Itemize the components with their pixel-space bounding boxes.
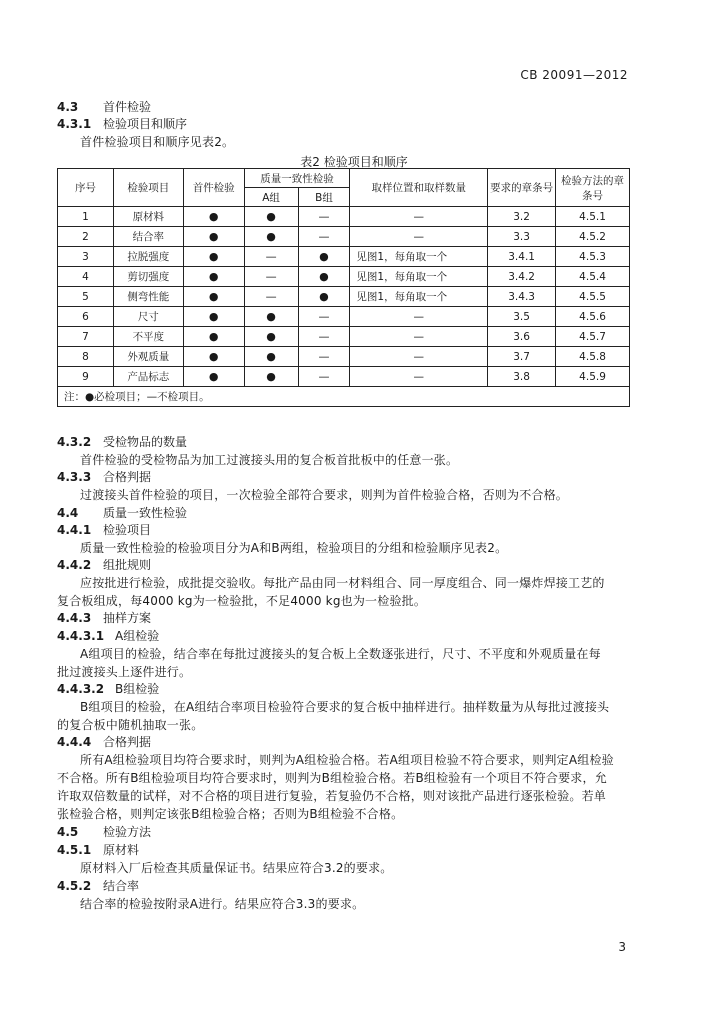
standard-number: CB 20091—2012: [520, 68, 628, 82]
section-title: 首件检验: [103, 100, 152, 114]
cell-group-a: ●: [244, 227, 298, 247]
section-4-4-2-heading: [57, 556, 151, 573]
header-sampling-position: 取样位置和取样数量: [350, 169, 488, 207]
cell-position: 见图1，每角取一个: [350, 267, 488, 287]
section-title: 检验项目: [103, 523, 152, 537]
cell-group-a: —: [244, 267, 298, 287]
header-requirement-clause: 要求的章条号: [488, 169, 556, 207]
cell-group-b: —: [298, 347, 350, 367]
table-row: [58, 207, 630, 227]
cell-requirement: 3.6: [488, 327, 556, 347]
cell-group-b: ●: [298, 287, 350, 307]
cell-no: 4: [58, 267, 114, 287]
table-2: [57, 168, 630, 407]
section-title: 受检物品的数量: [103, 435, 188, 449]
cell-requirement: 3.3: [488, 227, 556, 247]
cell-no: 6: [58, 307, 114, 327]
cell-group-b: —: [298, 367, 350, 387]
cell-method: 4.5.9: [556, 367, 630, 387]
section-number: 4.3: [57, 100, 79, 114]
section-number: 4.5: [57, 825, 79, 839]
section-number: 4.4: [57, 506, 79, 520]
table-note-row: [58, 387, 630, 407]
cell-no: 7: [58, 327, 114, 347]
cell-group-a: ●: [244, 327, 298, 347]
section-4-3-1-heading: [57, 115, 187, 132]
cell-requirement: 3.5: [488, 307, 556, 327]
cell-item: 剪切强度: [113, 267, 183, 287]
cell-no: 5: [58, 287, 114, 307]
table-row: [58, 307, 630, 327]
section-number: 4.5.1: [57, 843, 92, 857]
section-title: 检验方法: [103, 825, 152, 839]
cell-group-b: ●: [298, 267, 350, 287]
cell-group-a: ●: [244, 207, 298, 227]
cell-requirement: 3.4.3: [488, 287, 556, 307]
cell-method: 4.5.4: [556, 267, 630, 287]
cell-item: 不平度: [113, 327, 183, 347]
cell-no: 1: [58, 207, 114, 227]
cell-first: ●: [183, 307, 244, 327]
cell-position: —: [350, 347, 488, 367]
cell-position: 见图1，每角取一个: [350, 287, 488, 307]
section-number: 4.3.3: [57, 470, 92, 484]
cell-no: 2: [58, 227, 114, 247]
section-4-4-4-line-1: 所有A组检验项目均符合要求时，则判为A组检验合格。若A组项目检验不符合要求，则判定A组检验: [80, 753, 614, 767]
cell-first: ●: [183, 327, 244, 347]
header-method-clause: 检验方法的章条号: [556, 169, 630, 207]
cell-no: 8: [58, 347, 114, 367]
header-quality-consistency: 质量一致性检验: [244, 169, 350, 188]
cell-position: 见图1，每角取一个: [350, 247, 488, 267]
cell-group-a: ●: [244, 367, 298, 387]
cell-item: 拉脱强度: [113, 247, 183, 267]
table-2-caption: 表2 检验项目和顺序: [300, 155, 408, 169]
section-4-4-4-line-3: 许取双倍数量的试样，对不合格的项目进行复验，若复验仍不合格，则对该批产品进行逐张检验。若单: [57, 789, 607, 803]
header-no: 序号: [58, 169, 114, 207]
section-title: 合格判据: [103, 470, 152, 484]
section-number: 4.4.3.1: [57, 629, 105, 643]
cell-item: 外观质量: [113, 347, 183, 367]
section-4-5-heading: [57, 823, 151, 840]
cell-position: —: [350, 207, 488, 227]
section-4-5-2-heading: [57, 877, 139, 894]
section-4-3-heading: [57, 98, 151, 115]
cell-item: 侧弯性能: [113, 287, 183, 307]
cell-first: ●: [183, 347, 244, 367]
table-row: [58, 347, 630, 367]
section-4-4-2-line-1: 应按批进行检验，成批提交验收。每批产品由同一材料组合、同一厚度组合、同一爆炸焊接工艺的: [80, 576, 605, 590]
header-first-inspection: 首件检验: [183, 169, 244, 207]
cell-no: 3: [58, 247, 114, 267]
section-4-3-3-heading: [57, 468, 151, 485]
section-number: 4.4.1: [57, 523, 92, 537]
cell-method: 4.5.8: [556, 347, 630, 367]
table-note: 注：●必检项目；—不检项目。: [58, 387, 630, 407]
section-title: 结合率: [103, 879, 140, 893]
section-4-5-2-text: 结合率的检验按附录A进行。结果应符合3.3的要求。: [80, 897, 365, 911]
cell-method: 4.5.1: [556, 207, 630, 227]
cell-requirement: 3.2: [488, 207, 556, 227]
cell-group-b: ●: [298, 247, 350, 267]
table-row: [58, 267, 630, 287]
section-4-5-1-heading: [57, 841, 139, 858]
cell-group-b: —: [298, 307, 350, 327]
cell-group-a: ●: [244, 307, 298, 327]
cell-position: —: [350, 327, 488, 347]
section-4-4-3-2-heading: [57, 680, 159, 697]
cell-position: —: [350, 367, 488, 387]
cell-first: ●: [183, 227, 244, 247]
cell-item: 原材料: [113, 207, 183, 227]
cell-requirement: 3.7: [488, 347, 556, 367]
section-title: 原材料: [103, 843, 140, 857]
section-4-3-3-text: 过渡接头首件检验的项目，一次检验全部符合要求，则判为首件检验合格，否则为不合格。: [80, 488, 569, 502]
cell-requirement: 3.4.1: [488, 247, 556, 267]
section-title: 抽样方案: [103, 611, 152, 625]
section-4-4-2-line-2: 复合板组成，每4000 kg为一检验批，不足4000 kg也为一检验批。: [57, 594, 427, 608]
cell-first: ●: [183, 247, 244, 267]
cell-first: ●: [183, 287, 244, 307]
section-title: 质量一致性检验: [103, 506, 188, 520]
section-4-3-1-text: 首件检验项目和顺序见表2。: [80, 135, 235, 149]
cell-requirement: 3.8: [488, 367, 556, 387]
section-4-4-3-heading: [57, 609, 151, 626]
section-number: 4.4.4: [57, 735, 92, 749]
section-4-3-2-text: 首件检验的受检物品为加工过渡接头用的复合板首批板中的任意一张。: [80, 453, 459, 467]
section-number: 4.4.3: [57, 611, 92, 625]
section-4-3-2-heading: [57, 433, 187, 450]
table-row: [58, 227, 630, 247]
section-number: 4.3.1: [57, 117, 92, 131]
cell-group-b: —: [298, 327, 350, 347]
section-4-4-3-2-line-2: 的复合板中随机抽取一张。: [57, 718, 204, 732]
section-title: 检验项目和顺序: [103, 117, 188, 131]
cell-group-b: —: [298, 227, 350, 247]
section-title: 合格判据: [103, 735, 152, 749]
section-number: 4.5.2: [57, 879, 92, 893]
section-title: A组检验: [115, 629, 160, 643]
cell-method: 4.5.5: [556, 287, 630, 307]
section-4-4-heading: [57, 504, 187, 521]
section-4-4-3-1-line-2: 批过渡接头上逐件进行。: [57, 665, 192, 679]
section-number: 4.4.2: [57, 558, 92, 572]
cell-group-a: —: [244, 287, 298, 307]
section-4-4-1-text: 质量一致性检验的检验项目分为A和B两组，检验项目的分组和检验顺序见表2。: [80, 541, 508, 555]
table-row: [58, 247, 630, 267]
cell-item: 结合率: [113, 227, 183, 247]
cell-group-a: —: [244, 247, 298, 267]
section-4-4-3-2-line-1: B组项目的检验，在A组结合率项目检验符合要求的复合板中抽样进行。抽样数量为从每批过渡接头: [80, 700, 610, 714]
cell-first: ●: [183, 367, 244, 387]
cell-first: ●: [183, 267, 244, 287]
page-number: 3: [618, 940, 626, 954]
cell-item: 产品标志: [113, 367, 183, 387]
table-row: [58, 367, 630, 387]
cell-item: 尺寸: [113, 307, 183, 327]
cell-method: 4.5.3: [556, 247, 630, 267]
cell-position: —: [350, 307, 488, 327]
cell-group-a: ●: [244, 347, 298, 367]
table-row: [58, 327, 630, 347]
section-title: B组检验: [115, 682, 160, 696]
cell-method: 4.5.2: [556, 227, 630, 247]
cell-requirement: 3.4.2: [488, 267, 556, 287]
section-4-4-1-heading: [57, 521, 151, 538]
section-title: 组批规则: [103, 558, 152, 572]
cell-no: 9: [58, 367, 114, 387]
header-item: 检验项目: [113, 169, 183, 207]
section-4-4-4-line-4: 张检验合格，则判定该张B组检验合格；否则为B组检验不合格。: [57, 807, 404, 821]
cell-method: 4.5.7: [556, 327, 630, 347]
table-row: [58, 287, 630, 307]
section-number: 4.3.2: [57, 435, 92, 449]
section-4-4-4-heading: [57, 733, 151, 750]
cell-group-b: —: [298, 207, 350, 227]
section-4-5-1-text: 原材料入厂后检查其质量保证书。结果应符合3.2的要求。: [80, 861, 393, 875]
section-4-4-3-1-line-1: A组项目的检验，结合率在每批过渡接头的复合板上全数逐张进行，尺寸、不平度和外观质量在每: [80, 647, 601, 661]
header-group-b: B组: [298, 188, 350, 207]
cell-first: ●: [183, 207, 244, 227]
cell-position: —: [350, 227, 488, 247]
section-4-4-3-1-heading: [57, 627, 159, 644]
section-4-4-4-line-2: 不合格。所有B组检验项目均符合要求时，则判为B组检验合格。若B组检验有一个项目不符合要求，允: [57, 771, 607, 785]
header-group-a: A组: [244, 188, 298, 207]
cell-method: 4.5.6: [556, 307, 630, 327]
section-number: 4.4.3.2: [57, 682, 105, 696]
